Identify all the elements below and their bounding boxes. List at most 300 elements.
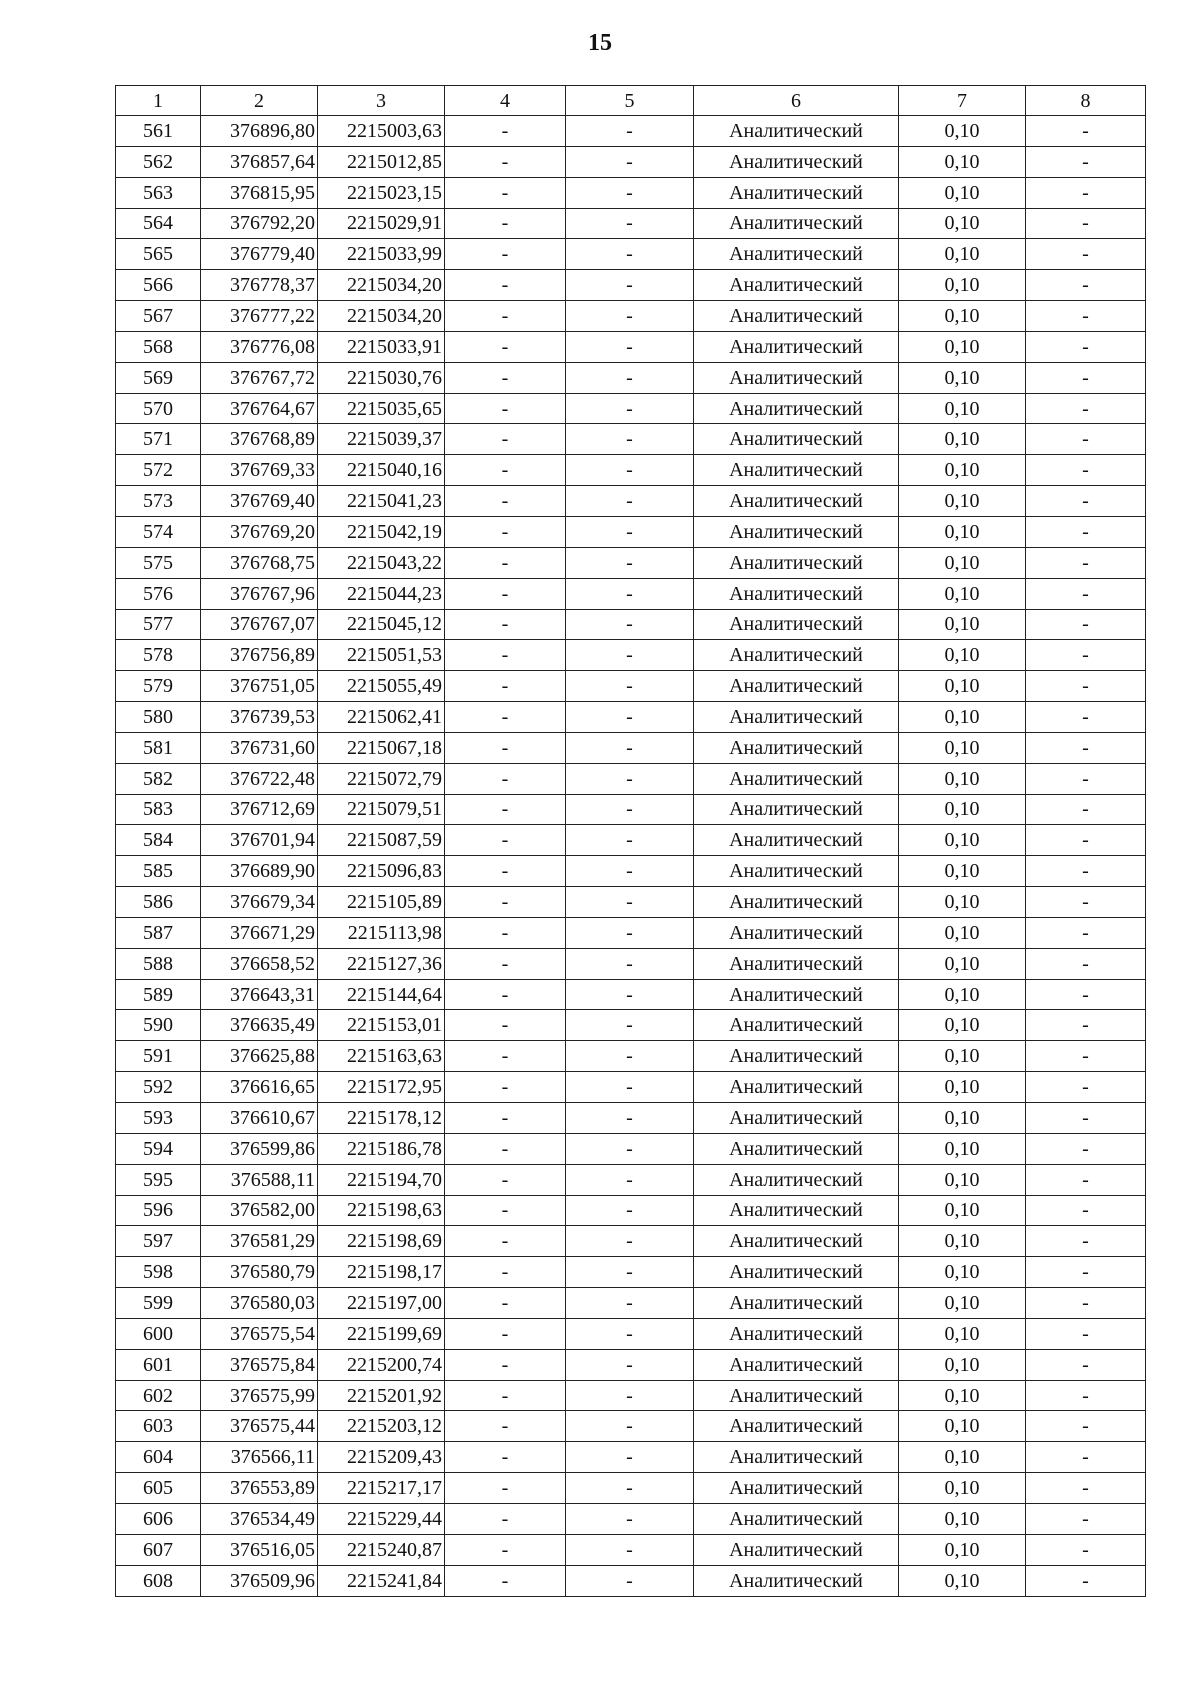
cell-precision: 0,10 (899, 609, 1026, 640)
cell-method: Аналитический (694, 1442, 899, 1473)
cell-col-5: - (566, 825, 694, 856)
cell-col-5: - (566, 1072, 694, 1103)
cell-point-number: 601 (116, 1349, 201, 1380)
cell-coordinate-x: 376575,84 (201, 1349, 318, 1380)
cell-col-8: - (1026, 1380, 1146, 1411)
table-row (116, 1380, 1146, 1411)
table-row (116, 331, 1146, 362)
cell-col-8: - (1026, 856, 1146, 887)
table-row (116, 1534, 1146, 1565)
cell-col-4: - (445, 331, 566, 362)
cell-precision: 0,10 (899, 1195, 1026, 1226)
cell-col-8: - (1026, 516, 1146, 547)
cell-method: Аналитический (694, 116, 899, 147)
cell-col-5: - (566, 609, 694, 640)
table-row (116, 455, 1146, 486)
cell-method: Аналитический (694, 1473, 899, 1504)
cell-col-8: - (1026, 1318, 1146, 1349)
cell-col-4: - (445, 640, 566, 671)
cell-col-5: - (566, 979, 694, 1010)
cell-col-5: - (566, 393, 694, 424)
cell-precision: 0,10 (899, 578, 1026, 609)
table-row (116, 1103, 1146, 1134)
cell-precision: 0,10 (899, 424, 1026, 455)
cell-point-number: 591 (116, 1041, 201, 1072)
cell-col-5: - (566, 1257, 694, 1288)
table-row (116, 917, 1146, 948)
cell-coordinate-y: 2215217,17 (318, 1473, 445, 1504)
cell-col-8: - (1026, 1072, 1146, 1103)
cell-coordinate-x: 376815,95 (201, 177, 318, 208)
cell-point-number: 574 (116, 516, 201, 547)
cell-col-4: - (445, 547, 566, 578)
cell-col-4: - (445, 825, 566, 856)
cell-coordinate-y: 2215186,78 (318, 1133, 445, 1164)
cell-col-5: - (566, 146, 694, 177)
cell-method: Аналитический (694, 640, 899, 671)
cell-col-8: - (1026, 1195, 1146, 1226)
cell-coordinate-y: 2215178,12 (318, 1103, 445, 1134)
cell-coordinate-y: 2215040,16 (318, 455, 445, 486)
cell-col-5: - (566, 1041, 694, 1072)
cell-coordinate-x: 376712,69 (201, 794, 318, 825)
cell-precision: 0,10 (899, 1411, 1026, 1442)
cell-precision: 0,10 (899, 1318, 1026, 1349)
table-row (116, 362, 1146, 393)
cell-point-number: 562 (116, 146, 201, 177)
cell-precision: 0,10 (899, 1133, 1026, 1164)
cell-method: Аналитический (694, 1318, 899, 1349)
cell-precision: 0,10 (899, 948, 1026, 979)
cell-point-number: 571 (116, 424, 201, 455)
cell-method: Аналитический (694, 1164, 899, 1195)
column-header-8: 8 (1026, 86, 1146, 116)
cell-point-number: 606 (116, 1503, 201, 1534)
table-row (116, 424, 1146, 455)
cell-coordinate-y: 2215199,69 (318, 1318, 445, 1349)
cell-col-5: - (566, 1226, 694, 1257)
cell-precision: 0,10 (899, 1257, 1026, 1288)
cell-col-8: - (1026, 1041, 1146, 1072)
cell-method: Аналитический (694, 609, 899, 640)
cell-col-5: - (566, 1010, 694, 1041)
cell-method: Аналитический (694, 671, 899, 702)
cell-precision: 0,10 (899, 1473, 1026, 1504)
coordinates-table (115, 85, 1146, 1597)
cell-point-number: 595 (116, 1164, 201, 1195)
cell-point-number: 579 (116, 671, 201, 702)
cell-col-8: - (1026, 1133, 1146, 1164)
table-row (116, 1565, 1146, 1596)
cell-col-5: - (566, 1380, 694, 1411)
cell-coordinate-x: 376658,52 (201, 948, 318, 979)
cell-point-number: 604 (116, 1442, 201, 1473)
cell-col-8: - (1026, 208, 1146, 239)
cell-col-8: - (1026, 116, 1146, 147)
column-header-3: 3 (318, 86, 445, 116)
cell-col-4: - (445, 301, 566, 332)
cell-precision: 0,10 (899, 177, 1026, 208)
cell-col-5: - (566, 1103, 694, 1134)
cell-method: Аналитический (694, 1103, 899, 1134)
table-row (116, 1288, 1146, 1319)
cell-coordinate-x: 376534,49 (201, 1503, 318, 1534)
cell-method: Аналитический (694, 516, 899, 547)
cell-col-4: - (445, 146, 566, 177)
cell-precision: 0,10 (899, 1010, 1026, 1041)
cell-precision: 0,10 (899, 1534, 1026, 1565)
cell-method: Аналитический (694, 732, 899, 763)
cell-coordinate-x: 376767,72 (201, 362, 318, 393)
cell-point-number: 580 (116, 702, 201, 733)
cell-col-4: - (445, 1010, 566, 1041)
cell-col-4: - (445, 856, 566, 887)
cell-col-8: - (1026, 1257, 1146, 1288)
cell-col-8: - (1026, 732, 1146, 763)
cell-coordinate-x: 376764,67 (201, 393, 318, 424)
cell-col-4: - (445, 1226, 566, 1257)
cell-col-4: - (445, 1473, 566, 1504)
cell-col-5: - (566, 1318, 694, 1349)
cell-method: Аналитический (694, 578, 899, 609)
cell-coordinate-x: 376777,22 (201, 301, 318, 332)
table-row (116, 732, 1146, 763)
table-row (116, 1072, 1146, 1103)
cell-method: Аналитический (694, 979, 899, 1010)
cell-col-8: - (1026, 1442, 1146, 1473)
table-row (116, 702, 1146, 733)
cell-precision: 0,10 (899, 640, 1026, 671)
cell-precision: 0,10 (899, 825, 1026, 856)
cell-col-4: - (445, 177, 566, 208)
cell-point-number: 589 (116, 979, 201, 1010)
cell-coordinate-x: 376756,89 (201, 640, 318, 671)
cell-col-5: - (566, 177, 694, 208)
cell-coordinate-y: 2215034,20 (318, 270, 445, 301)
cell-point-number: 592 (116, 1072, 201, 1103)
cell-precision: 0,10 (899, 116, 1026, 147)
cell-col-4: - (445, 609, 566, 640)
cell-precision: 0,10 (899, 455, 1026, 486)
cell-coordinate-y: 2215042,19 (318, 516, 445, 547)
cell-col-4: - (445, 702, 566, 733)
cell-point-number: 569 (116, 362, 201, 393)
cell-coordinate-y: 2215072,79 (318, 763, 445, 794)
cell-method: Аналитический (694, 177, 899, 208)
column-header-4: 4 (445, 86, 566, 116)
cell-col-5: - (566, 640, 694, 671)
cell-method: Аналитический (694, 270, 899, 301)
cell-col-8: - (1026, 917, 1146, 948)
cell-col-5: - (566, 1565, 694, 1596)
cell-col-8: - (1026, 979, 1146, 1010)
cell-precision: 0,10 (899, 362, 1026, 393)
cell-coordinate-x: 376778,37 (201, 270, 318, 301)
cell-precision: 0,10 (899, 887, 1026, 918)
cell-col-5: - (566, 455, 694, 486)
cell-point-number: 564 (116, 208, 201, 239)
cell-col-4: - (445, 578, 566, 609)
cell-col-5: - (566, 732, 694, 763)
cell-coordinate-x: 376575,99 (201, 1380, 318, 1411)
cell-col-8: - (1026, 424, 1146, 455)
cell-method: Аналитический (694, 1534, 899, 1565)
cell-coordinate-x: 376767,96 (201, 578, 318, 609)
cell-method: Аналитический (694, 825, 899, 856)
cell-col-5: - (566, 702, 694, 733)
cell-point-number: 568 (116, 331, 201, 362)
cell-coordinate-y: 2215087,59 (318, 825, 445, 856)
cell-col-5: - (566, 1442, 694, 1473)
cell-col-5: - (566, 1164, 694, 1195)
cell-coordinate-y: 2215041,23 (318, 486, 445, 517)
cell-coordinate-y: 2215035,65 (318, 393, 445, 424)
table-row (116, 1041, 1146, 1072)
table-row (116, 979, 1146, 1010)
cell-precision: 0,10 (899, 979, 1026, 1010)
cell-method: Аналитический (694, 948, 899, 979)
cell-point-number: 588 (116, 948, 201, 979)
cell-col-8: - (1026, 177, 1146, 208)
table-row (116, 301, 1146, 332)
cell-point-number: 565 (116, 239, 201, 270)
cell-col-8: - (1026, 1010, 1146, 1041)
table-row (116, 516, 1146, 547)
cell-col-5: - (566, 1534, 694, 1565)
cell-method: Аналитический (694, 393, 899, 424)
cell-col-4: - (445, 1072, 566, 1103)
table-row (116, 270, 1146, 301)
cell-col-4: - (445, 239, 566, 270)
cell-col-5: - (566, 1503, 694, 1534)
cell-method: Аналитический (694, 856, 899, 887)
cell-col-8: - (1026, 486, 1146, 517)
cell-coordinate-y: 2215198,17 (318, 1257, 445, 1288)
cell-coordinate-y: 2215197,00 (318, 1288, 445, 1319)
cell-col-8: - (1026, 1164, 1146, 1195)
cell-col-8: - (1026, 794, 1146, 825)
cell-col-8: - (1026, 1534, 1146, 1565)
cell-coordinate-y: 2215023,15 (318, 177, 445, 208)
cell-coordinate-x: 376553,89 (201, 1473, 318, 1504)
cell-method: Аналитический (694, 362, 899, 393)
table-row (116, 578, 1146, 609)
cell-col-4: - (445, 1133, 566, 1164)
cell-method: Аналитический (694, 794, 899, 825)
cell-coordinate-x: 376575,54 (201, 1318, 318, 1349)
cell-point-number: 586 (116, 887, 201, 918)
table-row (116, 1411, 1146, 1442)
cell-precision: 0,10 (899, 1503, 1026, 1534)
cell-coordinate-x: 376616,65 (201, 1072, 318, 1103)
table-row (116, 1010, 1146, 1041)
cell-method: Аналитический (694, 763, 899, 794)
cell-col-8: - (1026, 887, 1146, 918)
cell-precision: 0,10 (899, 856, 1026, 887)
cell-col-8: - (1026, 702, 1146, 733)
cell-coordinate-x: 376722,48 (201, 763, 318, 794)
cell-method: Аналитический (694, 208, 899, 239)
cell-precision: 0,10 (899, 1349, 1026, 1380)
cell-col-8: - (1026, 1411, 1146, 1442)
cell-method: Аналитический (694, 486, 899, 517)
cell-col-8: - (1026, 455, 1146, 486)
cell-method: Аналитический (694, 239, 899, 270)
cell-method: Аналитический (694, 547, 899, 578)
cell-coordinate-y: 2215067,18 (318, 732, 445, 763)
cell-precision: 0,10 (899, 1565, 1026, 1596)
cell-precision: 0,10 (899, 671, 1026, 702)
table-row (116, 640, 1146, 671)
cell-col-5: - (566, 948, 694, 979)
cell-col-8: - (1026, 393, 1146, 424)
cell-coordinate-y: 2215209,43 (318, 1442, 445, 1473)
cell-coordinate-y: 2215201,92 (318, 1380, 445, 1411)
cell-method: Аналитический (694, 1380, 899, 1411)
cell-col-8: - (1026, 640, 1146, 671)
cell-method: Аналитический (694, 1010, 899, 1041)
cell-point-number: 572 (116, 455, 201, 486)
cell-coordinate-y: 2215051,53 (318, 640, 445, 671)
cell-col-8: - (1026, 1103, 1146, 1134)
cell-col-4: - (445, 1565, 566, 1596)
table-row (116, 948, 1146, 979)
cell-col-8: - (1026, 1226, 1146, 1257)
cell-coordinate-y: 2215039,37 (318, 424, 445, 455)
table-row (116, 146, 1146, 177)
cell-coordinate-y: 2215003,63 (318, 116, 445, 147)
cell-method: Аналитический (694, 1411, 899, 1442)
cell-precision: 0,10 (899, 763, 1026, 794)
cell-point-number: 573 (116, 486, 201, 517)
cell-col-8: - (1026, 948, 1146, 979)
table-row (116, 609, 1146, 640)
cell-coordinate-x: 376751,05 (201, 671, 318, 702)
cell-coordinate-x: 376769,40 (201, 486, 318, 517)
cell-col-4: - (445, 671, 566, 702)
cell-col-5: - (566, 1288, 694, 1319)
cell-coordinate-x: 376580,79 (201, 1257, 318, 1288)
cell-col-4: - (445, 1318, 566, 1349)
cell-col-8: - (1026, 331, 1146, 362)
cell-col-8: - (1026, 146, 1146, 177)
cell-coordinate-x: 376588,11 (201, 1164, 318, 1195)
cell-col-4: - (445, 393, 566, 424)
table-row (116, 547, 1146, 578)
cell-coordinate-x: 376679,34 (201, 887, 318, 918)
cell-coordinate-x: 376768,89 (201, 424, 318, 455)
cell-method: Аналитический (694, 146, 899, 177)
cell-precision: 0,10 (899, 1072, 1026, 1103)
cell-col-5: - (566, 917, 694, 948)
cell-col-4: - (445, 424, 566, 455)
cell-col-8: - (1026, 239, 1146, 270)
cell-point-number: 585 (116, 856, 201, 887)
cell-col-5: - (566, 301, 694, 332)
cell-method: Аналитический (694, 331, 899, 362)
table-row (116, 116, 1146, 147)
cell-point-number: 561 (116, 116, 201, 147)
cell-col-4: - (445, 794, 566, 825)
table-row (116, 856, 1146, 887)
cell-col-5: - (566, 1195, 694, 1226)
cell-col-4: - (445, 979, 566, 1010)
page-number: 15 (588, 30, 612, 56)
cell-coordinate-y: 2215030,76 (318, 362, 445, 393)
cell-precision: 0,10 (899, 1041, 1026, 1072)
cell-col-5: - (566, 208, 694, 239)
cell-coordinate-y: 2215012,85 (318, 146, 445, 177)
cell-coordinate-y: 2215096,83 (318, 856, 445, 887)
cell-coordinate-x: 376731,60 (201, 732, 318, 763)
cell-coordinate-y: 2215203,12 (318, 1411, 445, 1442)
table-row (116, 1349, 1146, 1380)
cell-col-4: - (445, 1534, 566, 1565)
cell-coordinate-y: 2215172,95 (318, 1072, 445, 1103)
cell-coordinate-x: 376516,05 (201, 1534, 318, 1565)
cell-col-4: - (445, 732, 566, 763)
cell-col-5: - (566, 331, 694, 362)
cell-point-number: 576 (116, 578, 201, 609)
cell-col-5: - (566, 1349, 694, 1380)
cell-point-number: 596 (116, 1195, 201, 1226)
cell-coordinate-x: 376575,44 (201, 1411, 318, 1442)
table-row (116, 177, 1146, 208)
cell-col-4: - (445, 270, 566, 301)
cell-coordinate-x: 376566,11 (201, 1442, 318, 1473)
cell-coordinate-x: 376509,96 (201, 1565, 318, 1596)
cell-col-8: - (1026, 825, 1146, 856)
cell-coordinate-y: 2215045,12 (318, 609, 445, 640)
cell-coordinate-x: 376767,07 (201, 609, 318, 640)
cell-precision: 0,10 (899, 331, 1026, 362)
cell-method: Аналитический (694, 455, 899, 486)
cell-col-4: - (445, 948, 566, 979)
cell-coordinate-y: 2215062,41 (318, 702, 445, 733)
cell-coordinate-y: 2215034,20 (318, 301, 445, 332)
cell-col-4: - (445, 116, 566, 147)
cell-point-number: 599 (116, 1288, 201, 1319)
cell-col-4: - (445, 917, 566, 948)
cell-col-5: - (566, 516, 694, 547)
cell-method: Аналитический (694, 301, 899, 332)
cell-point-number: 608 (116, 1565, 201, 1596)
cell-coordinate-y: 2215079,51 (318, 794, 445, 825)
table-row (116, 1442, 1146, 1473)
cell-col-8: - (1026, 362, 1146, 393)
cell-coordinate-x: 376625,88 (201, 1041, 318, 1072)
cell-method: Аналитический (694, 1226, 899, 1257)
cell-col-4: - (445, 1411, 566, 1442)
cell-method: Аналитический (694, 1133, 899, 1164)
cell-col-5: - (566, 1473, 694, 1504)
table-row (116, 1133, 1146, 1164)
cell-coordinate-x: 376689,90 (201, 856, 318, 887)
table-row (116, 239, 1146, 270)
cell-coordinate-y: 2215029,91 (318, 208, 445, 239)
cell-coordinate-y: 2215241,84 (318, 1565, 445, 1596)
column-header-5: 5 (566, 86, 694, 116)
cell-col-4: - (445, 1442, 566, 1473)
cell-method: Аналитический (694, 424, 899, 455)
cell-coordinate-x: 376701,94 (201, 825, 318, 856)
cell-coordinate-x: 376610,67 (201, 1103, 318, 1134)
cell-col-5: - (566, 239, 694, 270)
cell-col-4: - (445, 208, 566, 239)
cell-coordinate-y: 2215033,99 (318, 239, 445, 270)
cell-col-4: - (445, 1503, 566, 1534)
cell-precision: 0,10 (899, 516, 1026, 547)
